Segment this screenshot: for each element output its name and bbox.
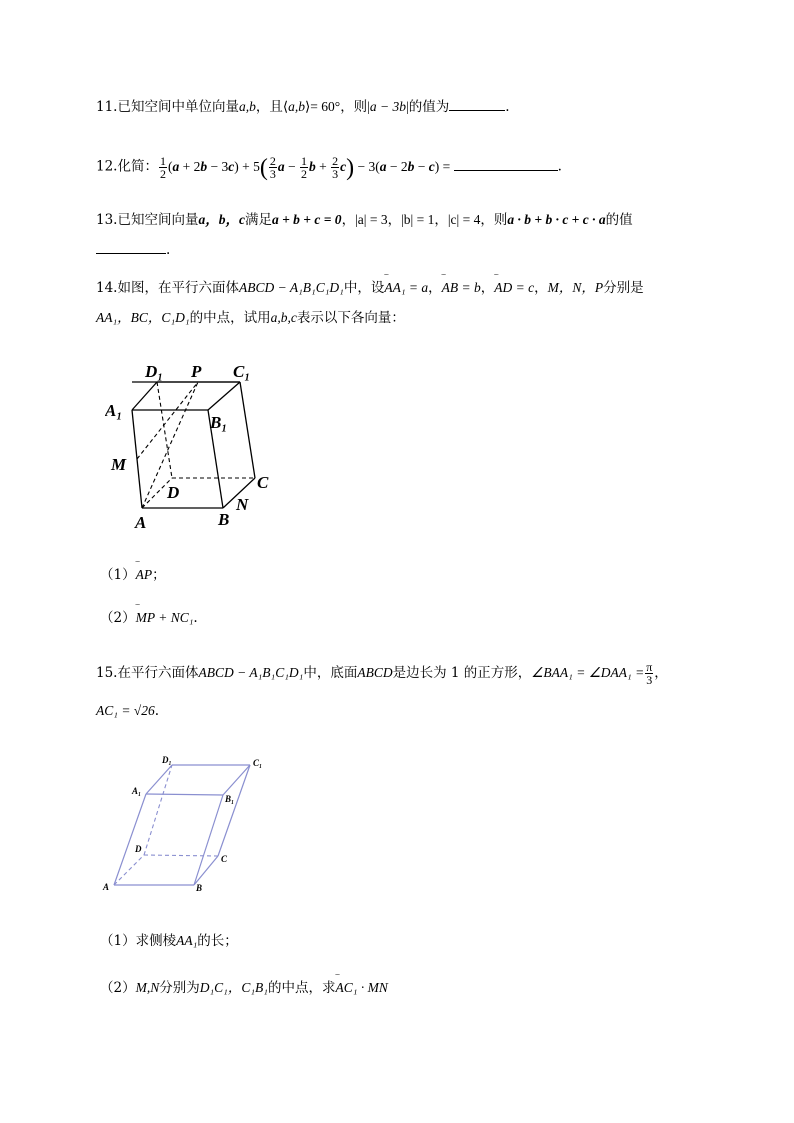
q14-text4: 的中点，试用 <box>189 310 271 326</box>
q14-text2: 中，设 <box>343 280 385 296</box>
q14-text3: 分别是 <box>603 280 644 296</box>
sub-end: . <box>193 610 198 626</box>
q11-norm: |a − 3b| <box>367 99 409 114</box>
label-d: D <box>135 844 142 854</box>
q15-text3: 是边长为 1 的正方形， <box>392 665 532 681</box>
edge-b1c1 <box>208 382 240 410</box>
label-c1: C₁ <box>253 758 263 768</box>
label-a1: A₁ <box>132 786 142 796</box>
question-number: 12. <box>96 158 118 175</box>
q14-text5: 表示以下各向量： <box>296 310 405 326</box>
edge-dc-hidden <box>144 855 218 856</box>
label-c: C <box>257 473 269 492</box>
label-a: A <box>135 513 147 532</box>
q15-text: 在平行六面体 <box>117 665 199 681</box>
q11-end: . <box>505 99 510 115</box>
q15-end: . <box>154 703 160 719</box>
label-b: B <box>218 510 230 529</box>
parallelepiped-figure-15 <box>98 752 278 897</box>
question-13 <box>96 210 633 230</box>
edge-bb1 <box>194 795 223 885</box>
sub-end: ； <box>152 567 166 583</box>
sub-label: （1） <box>100 567 136 583</box>
edge-ad-hidden <box>114 855 144 885</box>
label-d: D <box>167 483 180 502</box>
q11-text4: 的值为 <box>408 99 450 115</box>
q13-end: . <box>166 242 171 258</box>
q15-text2: 中，底面 <box>303 665 358 681</box>
q14-sub2-expr: ‾‾ MP + NC₁ <box>136 608 194 628</box>
q15-sub2-text: 分别为 <box>159 980 200 996</box>
q15-angles: ∠BAA₁ = ∠DAA₁ = <box>531 665 645 680</box>
question-15-sub1 <box>100 931 238 951</box>
answer-blank <box>96 241 166 254</box>
q14-text: 如图，在平行六面体 <box>117 280 239 296</box>
question-number: 15. <box>96 665 118 681</box>
q15-diagonal: AC₁ = √26 <box>96 703 155 718</box>
parallelepiped-figure-14 <box>105 360 285 535</box>
q12-expression: $\frac{1}{2}$ (a + 2b − 3c) + 5( $\frac{2}{3}$ a − $\frac{1}{2}$ b + $\frac{2}{3}$ c) − 3(a − 2b − c) = <box>159 154 454 181</box>
sub-label: （2） <box>100 980 136 996</box>
answer-blank <box>454 158 558 171</box>
q13-text2: 满足 <box>244 212 272 228</box>
pi-over-3: $\frac{\pi}{3}$ <box>646 660 653 687</box>
q13-norm-a: ，|a| = 3 <box>341 212 388 227</box>
q15-sub1-end: 的长； <box>197 933 238 949</box>
label-a1: A₁ <box>105 401 123 420</box>
q14-basis: a,b,c <box>270 310 297 325</box>
question-11 <box>96 97 510 117</box>
label-b: B <box>196 883 203 893</box>
q13-text3: ，则 <box>480 212 508 228</box>
q15-comma: ， <box>654 665 668 681</box>
q13-condition: a + b + c = 0 <box>271 212 342 227</box>
q14-edges: AA₁，BC，C₁D₁ <box>96 310 190 325</box>
edge-dd1-hidden <box>144 765 172 855</box>
label-d1: D₁ <box>145 362 164 381</box>
q14-vector-b: ‾‾ AB = b <box>442 278 481 298</box>
q11-text2: ，且 <box>255 99 283 115</box>
label-p: P <box>191 362 202 381</box>
q15-sub1-edge: AA₁ <box>176 933 198 948</box>
question-14-sub2 <box>100 608 198 628</box>
label-m: M <box>111 455 127 474</box>
q13-text4: 的值 <box>605 212 633 228</box>
sub-label: （2） <box>100 610 136 626</box>
label-c1: C₁ <box>233 362 251 381</box>
question-13-cont <box>96 240 170 260</box>
sub-label: （1） <box>100 933 136 949</box>
question-15-cont <box>96 701 159 721</box>
edge-cc1 <box>240 382 255 478</box>
q13-norm-c: ，|c| = 4 <box>434 212 481 227</box>
edge-cc1 <box>218 765 250 856</box>
edge-a1d1 <box>132 382 157 410</box>
q13-text: 已知空间向量 <box>117 212 199 228</box>
label-b1: B₁ <box>210 413 228 432</box>
answer-blank <box>449 98 505 111</box>
q13-vars: a，b，c <box>198 212 245 227</box>
label-d1: D₁ <box>162 755 172 765</box>
edge-bc <box>194 856 218 885</box>
q15-base: ABCD <box>357 665 393 680</box>
q15-sub2-edges: D₁C₁，C₁B₁ <box>199 980 268 995</box>
q14-sub1-expr: ‾‾ AP <box>136 565 153 585</box>
question-14: 14.如图，在平行六面体ABCD − A₁B₁C₁D₁中，设‾‾ AA₁ = a，‾‾ AB = b，‾‾ AD = c，M，N，P分别是 <box>96 278 644 298</box>
edge-a1d1 <box>146 765 172 794</box>
question-12 <box>96 155 562 180</box>
question-number: 14. <box>96 280 118 296</box>
q15-solid: ABCD − A₁B₁C₁D₁ <box>198 665 304 680</box>
question-number: 11. <box>96 99 118 115</box>
q11-text3: ，则 <box>340 99 368 115</box>
edge-a1b1 <box>146 794 223 795</box>
q14-solid: ABCD − A₁B₁C₁D₁ <box>238 280 344 295</box>
q11-vectors: a,b <box>238 99 256 114</box>
q13-expression: a · b + b · c + c · a <box>507 212 606 227</box>
label-n: N <box>236 495 249 514</box>
q15-sub2-expr: ‾‾ AC₁ · MN <box>336 978 388 998</box>
q14-vector-a: ‾‾ AA₁ = a <box>384 278 428 298</box>
edge-b1c1 <box>223 765 250 795</box>
question-15 <box>96 661 668 686</box>
q11-angle-value: = 60° <box>310 99 341 114</box>
label-c: C <box>221 854 228 864</box>
label-a: A <box>103 882 110 892</box>
q15-sub2-text2: 的中点，求 <box>268 980 336 996</box>
q11-text: 已知空间中单位向量 <box>117 99 239 115</box>
question-number: 13. <box>96 212 118 228</box>
question-14-cont <box>96 308 405 328</box>
q14-vector-c: ‾‾ AD = c <box>494 278 534 298</box>
label-b1: B₁ <box>225 794 235 804</box>
q12-text: 化简： <box>117 158 158 175</box>
q14-points: M，N，P <box>547 280 604 295</box>
question-14-sub1 <box>100 565 166 585</box>
q13-norm-b: ，|b| = 1 <box>387 212 435 227</box>
question-15-sub2 <box>100 978 388 998</box>
q15-sub2-points: M,N <box>135 980 160 995</box>
q15-sub1-text: 求侧棱 <box>135 933 177 949</box>
q11-angle: ⟨a,b⟩ <box>282 99 311 114</box>
edge-dd1-hidden <box>157 382 172 478</box>
edge-aa1 <box>114 794 146 885</box>
q12-end: . <box>557 158 562 175</box>
